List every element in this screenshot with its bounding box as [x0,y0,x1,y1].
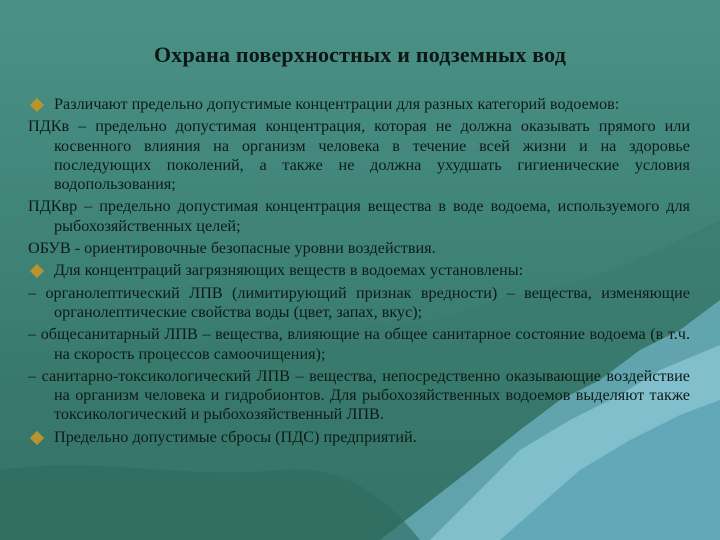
paragraph-text: ПДКв – предельно допустимая концентрация, которая не должна оказывать прямого или косвенного влияния на организм человека в течение всей жизни и на здоровье последующих поколений, а также не должна ухудшать гигиенические условия водопользования; [28,117,690,194]
diamond-bullet-icon [30,430,44,444]
diamond-bullet-icon [30,264,44,278]
paragraph-bullet-3 [28,428,690,447]
paragraph-organoleptic [28,284,690,323]
paragraph-text: Различают предельно допустимые концентрации для разных категорий водоемов: [54,95,620,113]
paragraph-text: – общесанитарный ЛПВ – вещества, влияющие на общее санитарное состояние водоема (в т.ч. на скорость процессов самоочищения); [28,325,690,363]
paragraph-obuv [28,239,690,258]
slide-body [28,95,690,450]
paragraph-sanitary-toxicological [28,367,690,425]
paragraph-bullet-1 [28,95,690,114]
paragraph-bullet-2 [28,261,690,280]
paragraph-text: Предельно допустимые сбросы (ПДС) предприятий. [54,427,417,446]
paragraph-text: – санитарно-токсикологический ЛПВ – вещества, непосредственно оказывающие воздействие на организм человека и гидробионтов. Для рыбохозяйственных водоемов выделяют также токсикологический и рыбохозяйственный ЛПВ. [28,366,690,424]
slide-title: Охрана поверхностных и подземных вод [153,42,567,67]
paragraph-general-sanitary [28,325,690,364]
paragraph-text: Для концентраций загрязняющих веществ в водоемах установлены: [54,261,524,280]
paragraph-text: ОБУВ - ориентировочные безопасные уровни воздействия. [28,239,436,258]
paragraph-pdkvr [28,197,690,236]
paragraph-text: ПДКвр – предельно допустимая концентрация вещества в воде водоема, используемого для рыбохозяйственных целей; [28,197,690,235]
paragraph-text: – органолептический ЛПВ (лимитирующий признак вредности) – вещества, изменяющие органолептические свойства воды (цвет, запах, вкус); [28,283,690,321]
diamond-bullet-icon [30,98,44,112]
paragraph-pdkv [28,117,690,194]
